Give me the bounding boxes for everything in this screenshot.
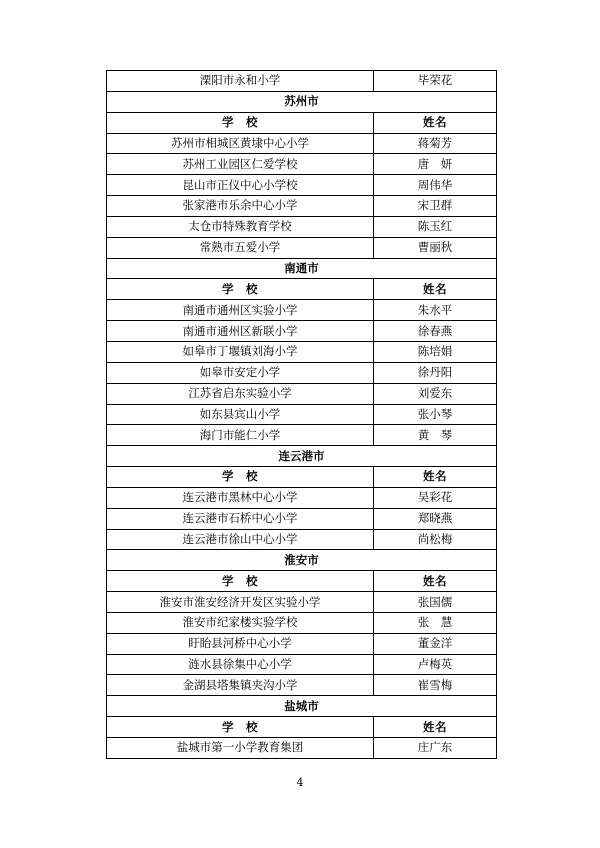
name-cell: 宋卫群 — [374, 196, 497, 217]
name-column-header: 姓名 — [374, 467, 497, 488]
name-cell: 卢梅英 — [374, 654, 497, 675]
name-cell: 毕荣花 — [374, 71, 497, 92]
table-row — [107, 71, 497, 92]
school-cell: 涟水县徐集中心小学 — [107, 654, 374, 675]
table-row — [107, 154, 497, 175]
name-column-header: 姓名 — [374, 571, 497, 592]
school-cell: 如东县宾山小学 — [107, 404, 374, 425]
school-column-header: 学 校 — [107, 279, 374, 300]
table-row — [107, 196, 497, 217]
school-cell: 盐城市第一小学教育集团 — [107, 738, 374, 759]
city-heading: 盐城市 — [107, 696, 497, 717]
name-cell: 董金洋 — [374, 633, 497, 654]
city-section-row — [107, 696, 497, 717]
school-cell: 张家港市乐余中心小学 — [107, 196, 374, 217]
school-column-header: 学 校 — [107, 717, 374, 738]
name-column-header: 姓名 — [374, 112, 497, 133]
name-cell: 郑晓燕 — [374, 508, 497, 529]
name-cell: 庄广东 — [374, 738, 497, 759]
name-column-header: 姓名 — [374, 717, 497, 738]
name-cell: 崔雪梅 — [374, 675, 497, 696]
table-row — [107, 321, 497, 342]
name-cell: 陈培娟 — [374, 341, 497, 362]
school-cell: 连云港市黑林中心小学 — [107, 487, 374, 508]
name-cell: 吴彩花 — [374, 487, 497, 508]
school-column-header: 学 校 — [107, 467, 374, 488]
school-cell: 苏州工业园区仁爱学校 — [107, 154, 374, 175]
name-cell: 曹丽秋 — [374, 237, 497, 258]
school-cell: 溧阳市永和小学 — [107, 71, 374, 92]
city-heading: 南通市 — [107, 258, 497, 279]
school-cell: 金湖县塔集镇夹沟小学 — [107, 675, 374, 696]
table-row — [107, 487, 497, 508]
school-column-header: 学 校 — [107, 571, 374, 592]
roster-table — [106, 70, 497, 759]
table-row — [107, 654, 497, 675]
column-header-row — [107, 279, 497, 300]
name-cell: 唐 妍 — [374, 154, 497, 175]
name-cell: 蒋菊芳 — [374, 133, 497, 154]
city-heading: 连云港市 — [107, 446, 497, 467]
table-row — [107, 529, 497, 550]
school-cell: 盱眙县河桥中心小学 — [107, 633, 374, 654]
name-cell: 徐丹阳 — [374, 362, 497, 383]
table-row — [107, 341, 497, 362]
school-cell: 海门市能仁小学 — [107, 425, 374, 446]
column-header-row — [107, 717, 497, 738]
table-row — [107, 383, 497, 404]
school-cell: 南通市通州区实验小学 — [107, 300, 374, 321]
name-cell: 朱水平 — [374, 300, 497, 321]
school-cell: 淮安市纪家楼实验学校 — [107, 612, 374, 633]
school-cell: 如皋市安定小学 — [107, 362, 374, 383]
table-row — [107, 612, 497, 633]
school-cell: 淮安市淮安经济开发区实验小学 — [107, 592, 374, 613]
table-row — [107, 592, 497, 613]
column-header-row — [107, 571, 497, 592]
page-number: 4 — [296, 776, 304, 789]
school-column-header: 学 校 — [107, 112, 374, 133]
table-row — [107, 362, 497, 383]
name-cell: 徐春燕 — [374, 321, 497, 342]
table-row — [107, 738, 497, 759]
table-row — [107, 300, 497, 321]
table-row — [107, 425, 497, 446]
city-heading: 淮安市 — [107, 550, 497, 571]
school-cell: 南通市通州区新联小学 — [107, 321, 374, 342]
name-cell: 刘爱东 — [374, 383, 497, 404]
table-row — [107, 175, 497, 196]
school-cell: 如皋市丁堰镇刘海小学 — [107, 341, 374, 362]
table-row — [107, 237, 497, 258]
table-row — [107, 404, 497, 425]
name-column-header: 姓名 — [374, 279, 497, 300]
column-header-row — [107, 112, 497, 133]
name-cell: 黄 琴 — [374, 425, 497, 446]
table-row — [107, 133, 497, 154]
name-cell: 张 慧 — [374, 612, 497, 633]
name-cell: 周伟华 — [374, 175, 497, 196]
city-section-row — [107, 446, 497, 467]
school-cell: 常熟市五爱小学 — [107, 237, 374, 258]
table-row — [107, 216, 497, 237]
city-heading: 苏州市 — [107, 91, 497, 112]
name-cell: 张小琴 — [374, 404, 497, 425]
name-cell: 陈玉红 — [374, 216, 497, 237]
school-cell: 太仓市特殊教育学校 — [107, 216, 374, 237]
school-cell: 苏州市相城区黄埭中心小学 — [107, 133, 374, 154]
school-cell: 连云港市徐山中心小学 — [107, 529, 374, 550]
city-section-row — [107, 258, 497, 279]
school-cell: 昆山市正仪中心小学校 — [107, 175, 374, 196]
school-cell: 江苏省启东实验小学 — [107, 383, 374, 404]
roster-table-body — [107, 71, 497, 759]
table-row — [107, 675, 497, 696]
name-cell: 张国儒 — [374, 592, 497, 613]
school-cell: 连云港市石桥中心小学 — [107, 508, 374, 529]
city-section-row — [107, 550, 497, 571]
table-row — [107, 508, 497, 529]
table-row — [107, 633, 497, 654]
column-header-row — [107, 467, 497, 488]
city-section-row — [107, 91, 497, 112]
name-cell: 尚松梅 — [374, 529, 497, 550]
